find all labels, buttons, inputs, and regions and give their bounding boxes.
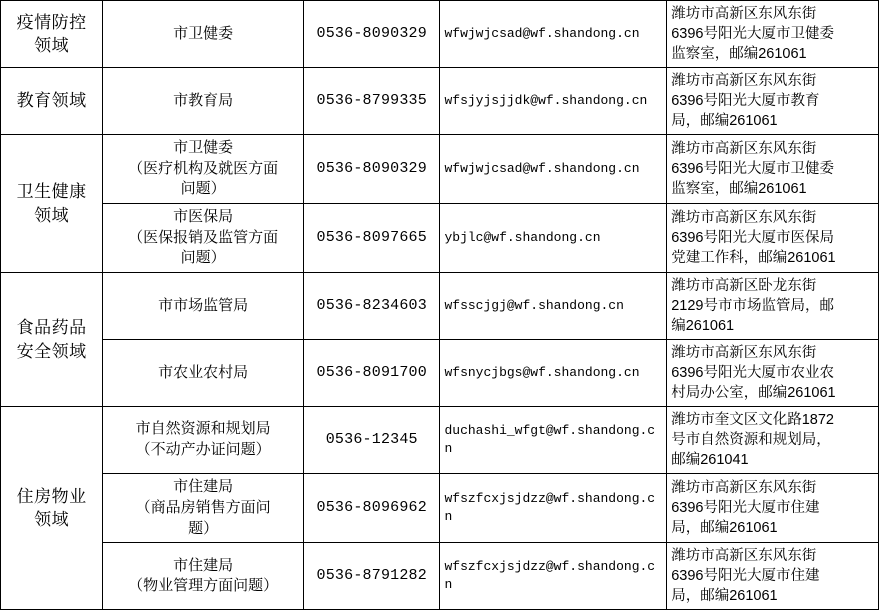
address-cell <box>667 273 879 340</box>
office-line: 问题） <box>180 180 226 198</box>
office-line: 市住建局 <box>173 478 234 496</box>
email-cell[interactable]: wfsscjgj@wf.shandong.cn <box>440 273 667 340</box>
office-line: 市农业农村局 <box>158 363 249 381</box>
phone-cell: 0536-8090329 <box>304 1 440 68</box>
address-cell <box>667 407 879 474</box>
office-line: 市自然资源和规划局 <box>135 420 271 438</box>
office-cell <box>103 68 304 135</box>
domain-line: 领域 <box>34 205 70 225</box>
address-line: 潍坊市奎文区文化路1872 <box>671 412 834 429</box>
address-line: 潍坊市高新区东风东街 <box>671 73 817 89</box>
address-line: 邮编261041 <box>671 452 749 469</box>
address-line: 党建工作科，邮编261061 <box>671 250 836 267</box>
office-line: 市市场监管局 <box>158 296 249 314</box>
address-line: 潍坊市高新区东风东街 <box>671 345 817 362</box>
office-line: （商品房销售方面问 <box>135 498 271 516</box>
address-cell <box>667 135 879 204</box>
office-line: （物业管理方面问题） <box>128 577 279 595</box>
address-line: 潍坊市高新区东风东街 <box>671 6 817 22</box>
phone-cell: 0536-8096962 <box>304 474 440 543</box>
domain-line: 疫情防控 <box>16 12 87 32</box>
domain-line: 领域 <box>34 36 70 55</box>
phone-cell: 0536-8791282 <box>304 543 440 610</box>
address-line: 潍坊市高新区卧龙东街 <box>671 278 817 295</box>
table-row <box>1 204 879 273</box>
address-cell <box>667 68 879 135</box>
table-row <box>1 68 879 135</box>
table-row <box>1 407 879 474</box>
address-line: 潍坊市高新区东风东街 <box>671 141 817 158</box>
office-line: 市卫健委 <box>173 139 234 156</box>
address-line: 潍坊市高新区东风东街 <box>671 480 817 497</box>
phone-cell: 0536-8090329 <box>304 135 440 204</box>
address-line: 局，邮编261061 <box>671 113 778 129</box>
address-cell <box>667 340 879 407</box>
address-line: 6396号阳光大厦市住建 <box>671 500 820 517</box>
phone-cell: 0536-8097665 <box>304 204 440 273</box>
office-cell <box>103 273 304 340</box>
email-cell[interactable]: wfszfcxjsjdzz@wf.shandong.cn <box>440 474 667 543</box>
address-line: 6396号阳光大厦市卫健委 <box>671 26 834 42</box>
phone-cell: 0536-8799335 <box>304 68 440 135</box>
office-line: 市教育局 <box>173 91 234 109</box>
email-cell[interactable]: ybjlc@wf.shandong.cn <box>440 204 667 273</box>
address-line: 村局办公室，邮编261061 <box>671 385 836 402</box>
office-line: 市医保局 <box>173 208 234 226</box>
table-row <box>1 340 879 407</box>
address-line: 6396号阳光大厦市农业农 <box>671 365 834 382</box>
domain-cell <box>1 407 103 610</box>
table-row <box>1 474 879 543</box>
domain-line: 卫生健康 <box>16 182 87 202</box>
domain-line: 安全领域 <box>16 341 87 361</box>
domain-line: 住房物业 <box>16 486 87 506</box>
domain-line: 食品药品 <box>16 318 87 338</box>
office-line: 题） <box>188 519 219 537</box>
domain-line: 教育领域 <box>16 91 87 111</box>
address-line: 6396号阳光大厦市卫健委 <box>671 161 834 178</box>
address-line: 2129号市市场监管局，邮 <box>671 298 834 315</box>
office-cell <box>103 135 304 204</box>
email-cell[interactable]: duchashi_wfgt@wf.shandong.cn <box>440 407 667 474</box>
email-cell[interactable]: wfwjwjcsad@wf.shandong.cn <box>440 1 667 68</box>
office-cell <box>103 1 304 68</box>
address-line: 局，邮编261061 <box>671 520 778 537</box>
office-cell <box>103 474 304 543</box>
address-line: 号市自然资源和规划局， <box>671 432 831 449</box>
office-line: （医保报销及监管方面 <box>128 228 279 246</box>
address-line: 6396号阳光大厦市医保局 <box>671 230 834 247</box>
table-row <box>1 273 879 340</box>
domain-cell <box>1 1 103 68</box>
address-line: 监察室，邮编261061 <box>671 181 807 198</box>
address-cell <box>667 543 879 610</box>
address-line: 潍坊市高新区东风东街 <box>671 548 817 565</box>
office-cell <box>103 407 304 474</box>
email-cell[interactable]: wfsjyjsjjdk@wf.shandong.cn <box>440 68 667 135</box>
email-cell[interactable]: wfszfcxjsjdzz@wf.shandong.cn <box>440 543 667 610</box>
domain-line: 领域 <box>34 510 70 530</box>
office-line: 市卫健委 <box>173 24 234 42</box>
phone-cell: 0536-12345 <box>304 407 440 474</box>
table-row <box>1 543 879 610</box>
office-cell <box>103 204 304 273</box>
office-line: 市住建局 <box>173 556 234 574</box>
phone-cell: 0536-8091700 <box>304 340 440 407</box>
office-line: 问题） <box>180 249 226 267</box>
address-line: 编261061 <box>671 318 735 335</box>
address-line: 监察室，邮编261061 <box>671 46 807 62</box>
email-cell[interactable]: wfsnycjbgs@wf.shandong.cn <box>440 340 667 407</box>
domain-cell <box>1 135 103 273</box>
domain-cell <box>1 273 103 407</box>
address-line: 局，邮编261061 <box>671 588 778 605</box>
address-line: 6396号阳光大厦市教育 <box>671 93 820 109</box>
address-cell <box>667 474 879 543</box>
table-row <box>1 1 879 68</box>
table-row <box>1 135 879 204</box>
address-cell <box>667 1 879 68</box>
phone-cell: 0536-8234603 <box>304 273 440 340</box>
office-line: （医疗机构及就医方面 <box>128 159 279 177</box>
address-cell <box>667 204 879 273</box>
address-line: 潍坊市高新区东风东街 <box>671 210 817 227</box>
email-cell[interactable]: wfwjwjcsad@wf.shandong.cn <box>440 135 667 204</box>
office-line: （不动产办证问题） <box>135 441 271 459</box>
table-body <box>1 1 879 610</box>
office-cell <box>103 340 304 407</box>
domain-cell <box>1 68 103 135</box>
office-cell <box>103 543 304 610</box>
address-line: 6396号阳光大厦市住建 <box>671 568 820 585</box>
